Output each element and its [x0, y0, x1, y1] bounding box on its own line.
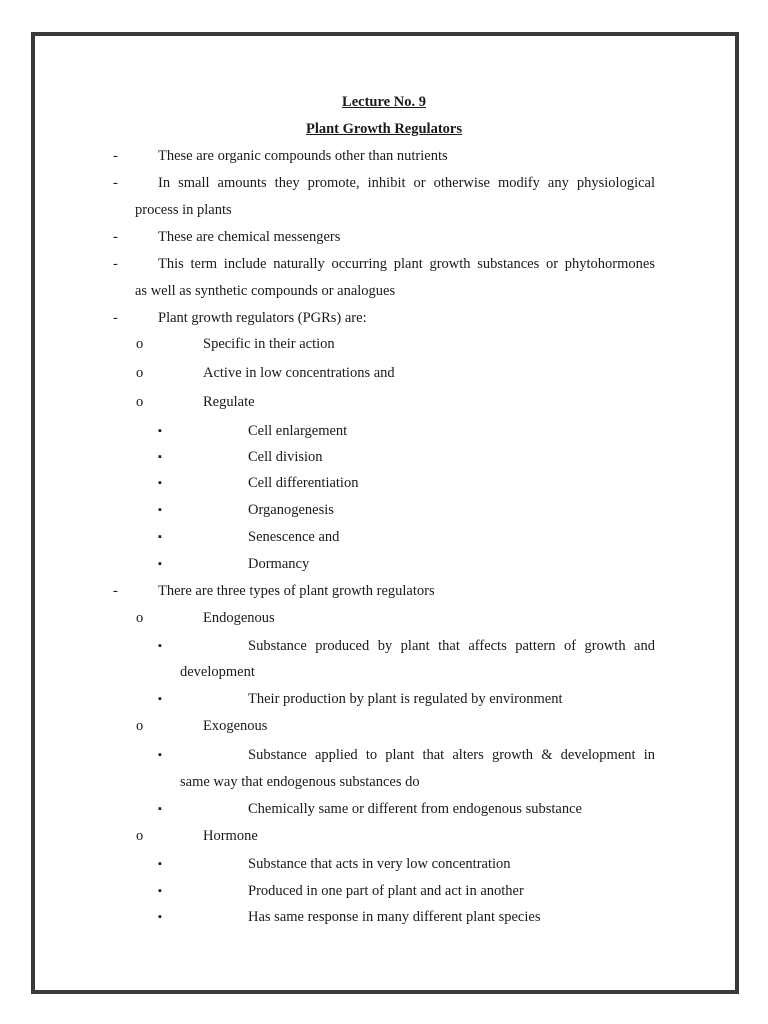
list-item-line-1: Substance applied to plant that alters growth & development in: [248, 747, 655, 763]
list-item: Has same response in many different plant species: [248, 909, 541, 925]
dash-marker: -: [113, 148, 118, 164]
dash-marker: -: [113, 229, 118, 245]
square-marker: ▪: [158, 451, 162, 463]
list-item: There are three types of plant growth regulators: [158, 583, 435, 599]
list-item: Their production by plant is regulated by environment: [248, 691, 563, 707]
square-marker: ▪: [158, 803, 162, 815]
square-marker: ▪: [158, 477, 162, 489]
list-item-line-2: as well as synthetic compounds or analogues: [135, 283, 396, 299]
list-item-line-1: This term include naturally occurring plant growth substances or phytohormones: [158, 256, 655, 272]
square-marker: ▪: [158, 693, 162, 705]
list-item: Active in low concentrations and: [203, 365, 395, 381]
circle-marker: o: [136, 718, 144, 734]
circle-marker: o: [136, 336, 144, 352]
square-marker: ▪: [158, 749, 162, 761]
list-item-line-1: Substance produced by plant that affects pattern of growth and: [248, 638, 655, 654]
dash-marker: -: [113, 175, 118, 191]
list-item: Endogenous: [203, 610, 275, 626]
circle-marker: o: [136, 610, 144, 626]
list-item: Cell division: [248, 449, 323, 465]
lecture-title: Lecture No. 9: [342, 94, 426, 110]
circle-marker: o: [136, 365, 144, 381]
list-item-line-2: same way that endogenous substances do: [180, 774, 420, 790]
list-item: These are chemical messengers: [158, 229, 341, 245]
list-item: Specific in their action: [203, 336, 335, 352]
list-item: Cell enlargement: [248, 423, 348, 439]
dash-marker: -: [113, 256, 118, 272]
square-marker: ▪: [158, 885, 162, 897]
list-item: Chemically same or different from endogenous substance: [248, 801, 582, 817]
list-item: Plant growth regulators (PGRs) are:: [158, 310, 367, 326]
list-item: Senescence and: [248, 529, 340, 545]
list-item: Produced in one part of plant and act in another: [248, 883, 524, 899]
square-marker: ▪: [158, 640, 162, 652]
list-item: Hormone: [203, 828, 258, 844]
list-item-line-2: process in plants: [135, 202, 232, 218]
main-title: Plant Growth Regulators: [305, 121, 462, 137]
square-marker: ▪: [158, 504, 162, 516]
list-item: Cell differentiation: [248, 475, 359, 491]
list-item: Organogenesis: [248, 502, 334, 518]
square-marker: ▪: [158, 558, 162, 570]
square-marker: ▪: [158, 911, 162, 923]
list-item-line-1: In small amounts they promote, inhibit or otherwise modify any physiological: [158, 175, 655, 191]
list-item: Regulate: [203, 394, 255, 410]
list-item: Substance that acts in very low concentration: [248, 856, 511, 872]
square-marker: ▪: [158, 425, 162, 437]
list-item-line-2: development: [180, 664, 255, 680]
list-item: Exogenous: [203, 718, 268, 734]
list-item: Dormancy: [248, 556, 310, 572]
square-marker: ▪: [158, 531, 162, 543]
circle-marker: o: [136, 394, 144, 410]
square-marker: ▪: [158, 858, 162, 870]
dash-marker: -: [113, 310, 118, 326]
circle-marker: o: [136, 828, 144, 844]
dash-marker: -: [113, 583, 118, 599]
list-item: These are organic compounds other than nutrients: [158, 148, 448, 164]
